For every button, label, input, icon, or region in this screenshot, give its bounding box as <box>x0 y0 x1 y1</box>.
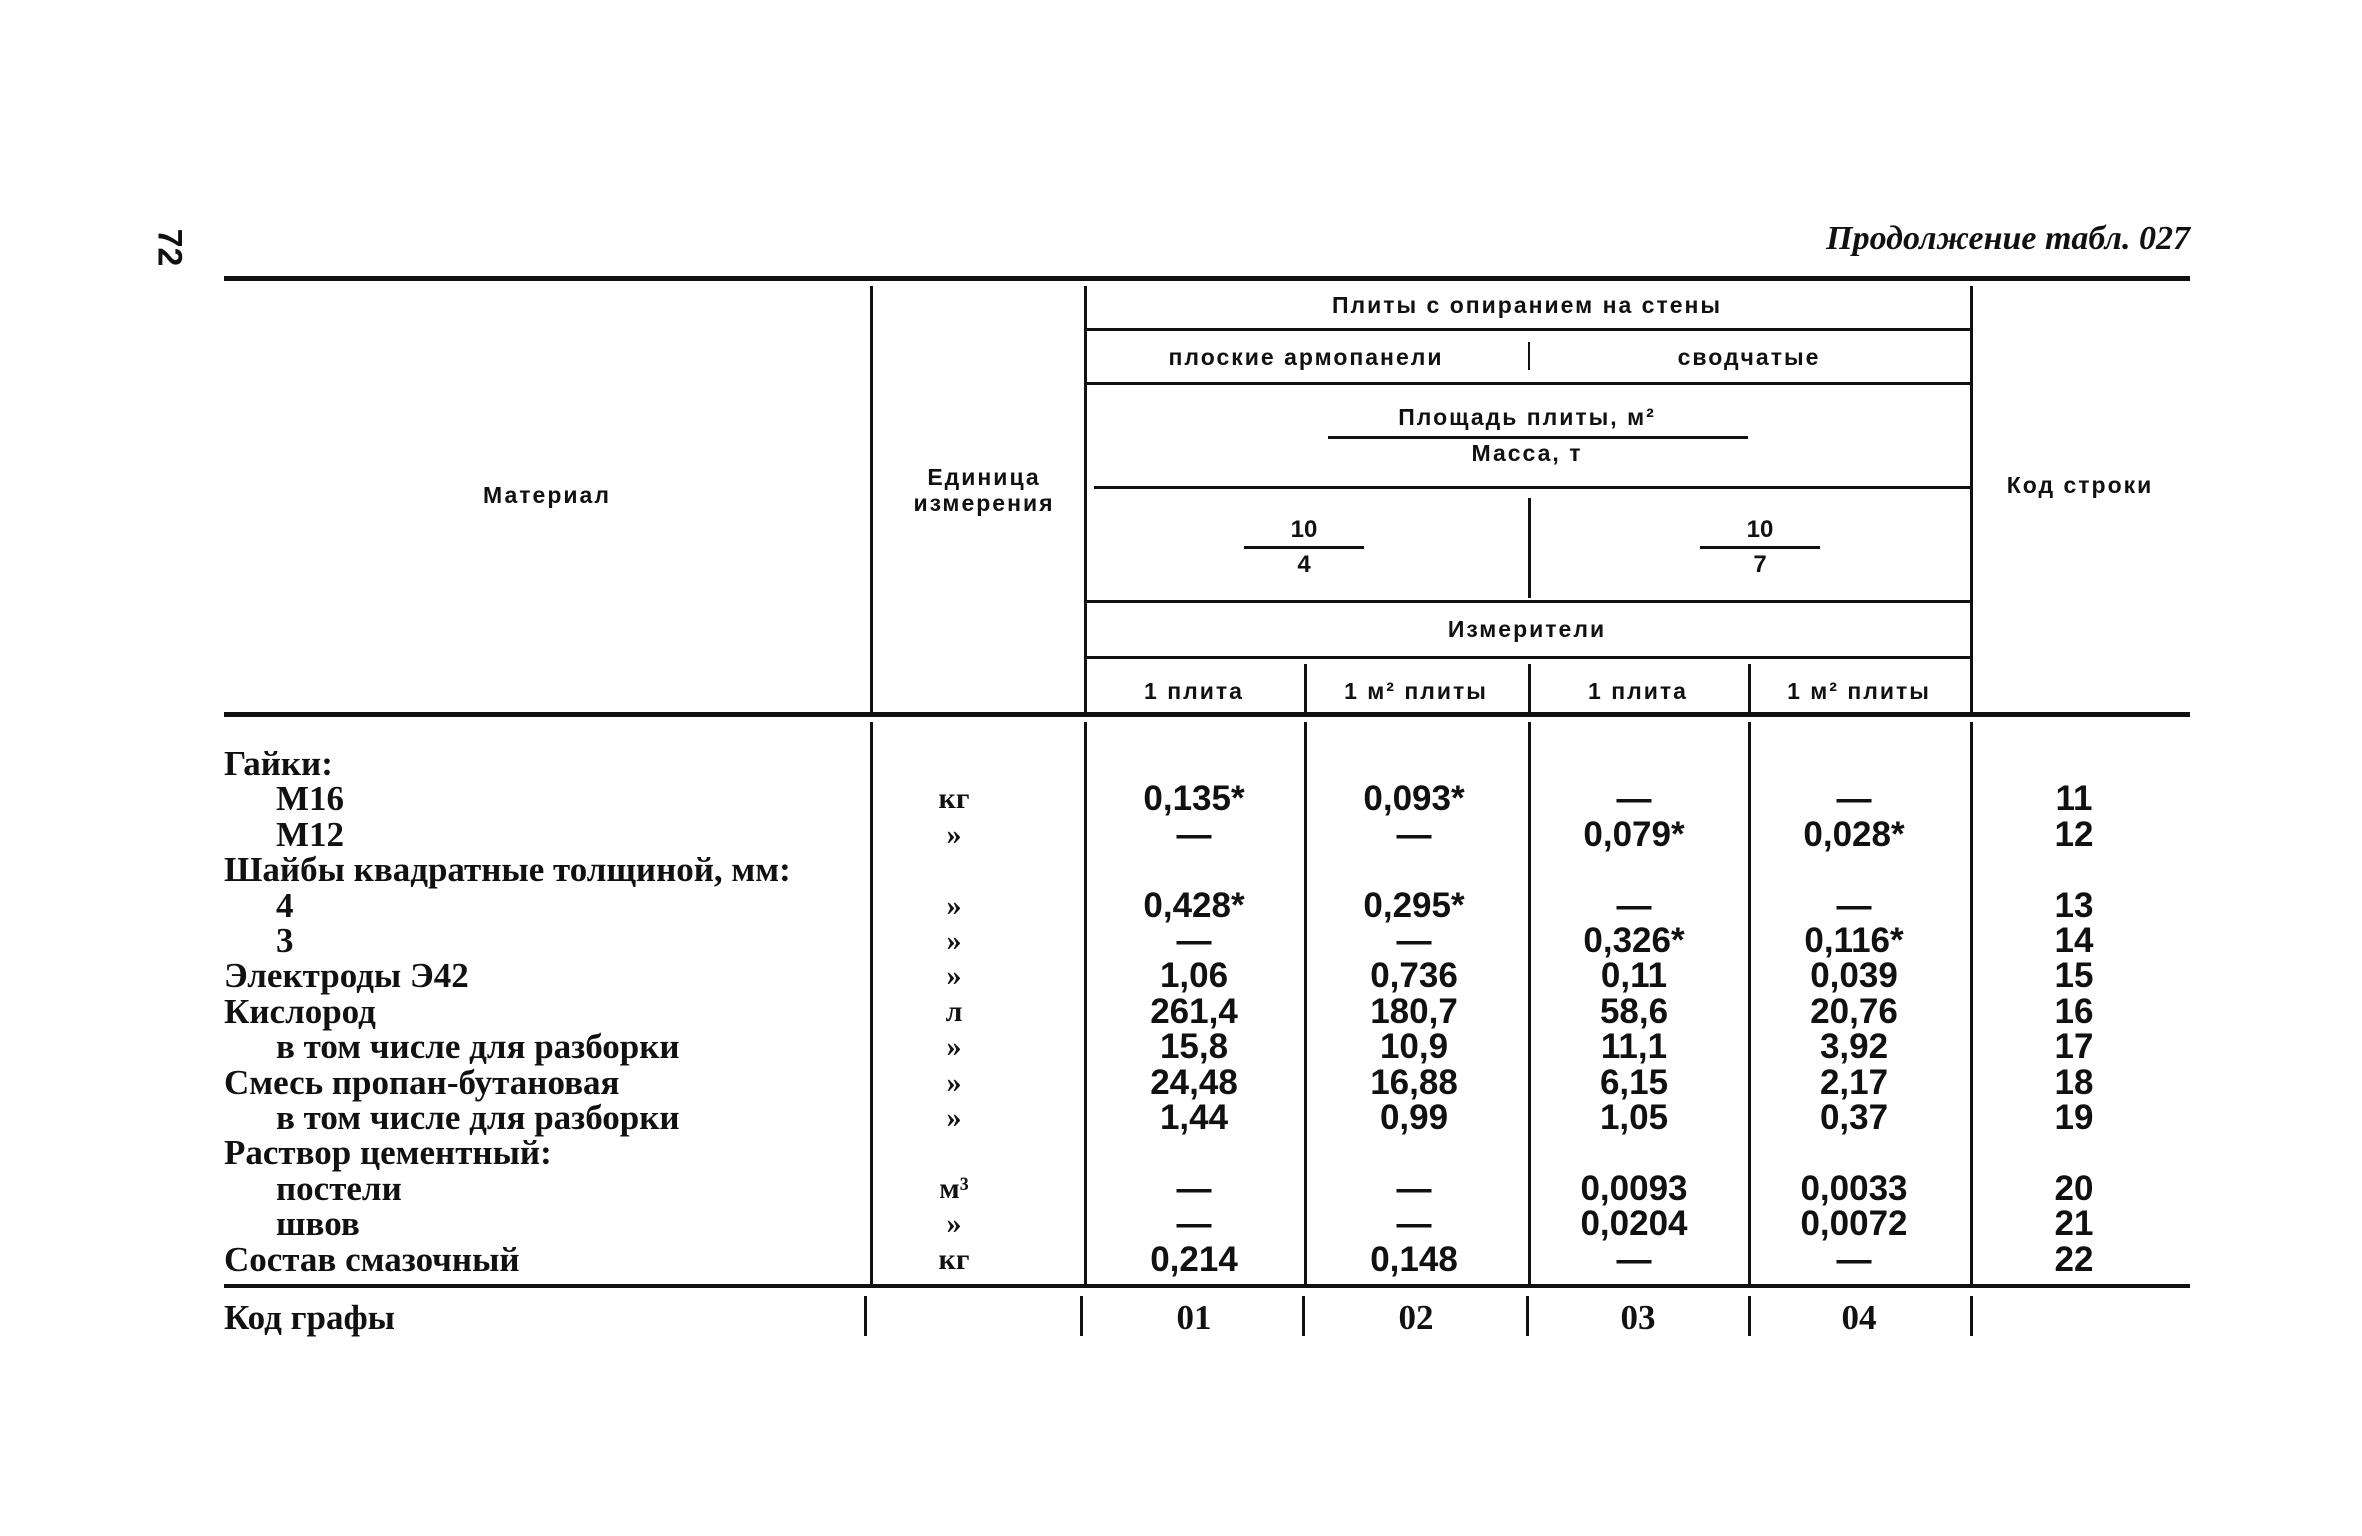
row-value-col-3: 0,0093 <box>1580 1168 1688 1208</box>
table-row <box>224 1027 2190 1067</box>
vrule-h-3 <box>1970 286 1973 712</box>
rule-group <box>1084 328 1970 331</box>
fraction-flat-mass: 4 <box>1297 551 1311 578</box>
row-material: 3 <box>276 921 294 960</box>
row-value-col-2: — <box>1396 1168 1432 1208</box>
table-row <box>224 1062 2190 1102</box>
row-value-col-1: 15,8 <box>1159 1027 1229 1067</box>
row-material: постели <box>276 1168 402 1208</box>
row-code: 20 <box>2054 1168 2094 1208</box>
vrule-f-6 <box>1970 1296 1973 1336</box>
table-row <box>224 850 2190 890</box>
row-value-col-4: — <box>1836 885 1872 925</box>
row-value-col-1: 1,06 <box>1159 956 1229 996</box>
row-material: М16 <box>276 779 345 819</box>
row-material: Кислород <box>224 991 376 1031</box>
fraction-vault-mass: 7 <box>1753 551 1767 578</box>
header-group: Плиты с опиранием на стены <box>1331 292 1723 318</box>
row-material: Гайки: <box>224 744 333 783</box>
row-unit: л <box>945 994 963 1028</box>
rule-top <box>224 276 2190 281</box>
row-value-col-4: 0,116* <box>1804 921 1904 960</box>
row-value-col-4: 0,028* <box>1803 814 1905 854</box>
header-sub-flat: плоские армопанели <box>1168 344 1444 370</box>
row-material: Состав смазочный <box>224 1239 520 1279</box>
row-unit: » <box>946 817 962 851</box>
row-code: 12 <box>2054 814 2094 854</box>
row-value-col-1: 261,4 <box>1150 991 1238 1031</box>
row-unit: кг <box>938 782 970 816</box>
rule-header-bottom <box>224 712 2190 717</box>
table-row <box>224 1168 2190 1208</box>
row-unit: » <box>946 959 962 993</box>
row-code: 11 <box>2055 779 2093 819</box>
row-code: 18 <box>2054 1062 2094 1102</box>
table-row <box>224 1239 2190 1279</box>
row-value-col-3: 58,6 <box>1599 991 1669 1031</box>
row-value-col-3: 0,079* <box>1583 814 1685 854</box>
row-value-col-4: 0,039 <box>1810 956 1898 996</box>
table-row <box>224 923 2190 958</box>
header-unit: Единица измерения <box>913 464 1055 516</box>
table-row <box>224 1100 2190 1135</box>
footer-code-2: 02 <box>1398 1298 1434 1337</box>
header-area-label: Площадь плиты, м² <box>1398 404 1656 430</box>
header-code-row: Код строки <box>2006 472 2154 498</box>
header-sub-vault: сводчатые <box>1677 344 1821 370</box>
rule-area <box>1328 436 1748 439</box>
header-col-2: 1 м² плиты <box>1344 678 1488 704</box>
row-value-col-3: 11,1 <box>1600 1027 1668 1067</box>
vrule-f-2 <box>1080 1296 1083 1336</box>
row-value-col-4: 2,17 <box>1819 1062 1889 1102</box>
row-value-col-1: 1,44 <box>1159 1098 1229 1137</box>
footer-label: Код графы <box>224 1298 395 1337</box>
rule-fraction <box>1084 600 1970 603</box>
rule-meters <box>1084 656 1970 659</box>
row-value-col-3: — <box>1616 1239 1652 1279</box>
row-value-col-2: 180,7 <box>1370 991 1458 1031</box>
vrule-h-frac <box>1528 498 1531 598</box>
table-row <box>224 956 2190 996</box>
header-col-3: 1 плита <box>1588 678 1688 704</box>
row-value-col-1: 24,48 <box>1150 1062 1238 1102</box>
table-row <box>224 746 2190 781</box>
row-value-col-4: 0,37 <box>1819 1098 1889 1137</box>
row-material: Шайбы квадратные толщиной, мм: <box>224 850 791 890</box>
row-value-col-1: — <box>1176 921 1212 960</box>
table-row <box>224 885 2190 925</box>
row-value-col-2: 0,295* <box>1363 885 1465 925</box>
row-value-col-2: 0,99 <box>1379 1098 1449 1137</box>
header-mass-label: Масса, т <box>1471 440 1583 466</box>
footer-code-3: 03 <box>1620 1298 1656 1337</box>
header-col-1: 1 плита <box>1144 678 1244 704</box>
row-value-col-1: 0,135* <box>1143 779 1245 819</box>
vrule-f-1 <box>864 1296 867 1336</box>
row-unit: » <box>946 924 962 957</box>
row-value-col-2: 0,093* <box>1363 779 1465 819</box>
row-unit: м³ <box>939 1171 969 1205</box>
row-code: 22 <box>2054 1239 2094 1279</box>
row-material: швов <box>276 1204 360 1244</box>
row-material: 4 <box>276 885 294 925</box>
table-row <box>224 779 2190 819</box>
row-value-col-1: — <box>1176 1168 1212 1208</box>
row-value-col-2: 0,148 <box>1370 1239 1458 1279</box>
row-unit: » <box>946 1030 962 1064</box>
row-value-col-2: 0,736 <box>1370 956 1458 996</box>
row-unit: » <box>946 1101 962 1134</box>
row-material: Смесь пропан-бутановая <box>224 1062 620 1102</box>
row-value-col-3: 1,05 <box>1599 1098 1669 1137</box>
row-value-col-4: — <box>1836 1239 1872 1279</box>
row-value-col-2: — <box>1396 921 1432 960</box>
row-value-col-3: — <box>1616 885 1652 925</box>
fraction-flat-area: 10 <box>1244 516 1364 549</box>
row-value-col-2: 16,88 <box>1370 1062 1458 1102</box>
row-material: в том числе для разборки <box>276 1027 680 1067</box>
header-material: Материал <box>483 482 611 508</box>
row-unit: » <box>946 1207 962 1241</box>
row-material: Электроды Э42 <box>224 956 469 996</box>
row-code: 15 <box>2054 956 2094 996</box>
vrule-h-1 <box>870 286 873 712</box>
row-material: Раствор цементный: <box>224 1133 552 1173</box>
row-value-col-1: 0,214 <box>1150 1239 1238 1279</box>
row-value-col-1: 0,428* <box>1143 885 1245 925</box>
row-code: 14 <box>2054 921 2094 960</box>
row-value-col-3: — <box>1616 779 1652 819</box>
row-value-col-4: 3,92 <box>1819 1027 1889 1067</box>
row-code: 19 <box>2054 1098 2094 1137</box>
row-value-col-1: — <box>1176 814 1212 854</box>
page-number: 72 <box>150 228 189 267</box>
row-material: М12 <box>276 814 345 854</box>
rule-mass <box>1094 486 1970 489</box>
row-value-col-3: 6,15 <box>1599 1062 1669 1102</box>
rule-sub <box>1084 382 1970 385</box>
row-value-col-4: 20,76 <box>1810 991 1898 1031</box>
table-row <box>224 991 2190 1031</box>
row-unit: кг <box>938 1242 970 1276</box>
row-value-col-3: 0,0204 <box>1580 1204 1688 1244</box>
header-meters: Измерители <box>1447 616 1607 642</box>
table-row <box>224 1133 2190 1173</box>
row-value-col-4: 0,0033 <box>1800 1168 1908 1208</box>
row-value-col-4: 0,0072 <box>1800 1204 1908 1244</box>
row-material: в том числе для разборки <box>276 1098 680 1137</box>
row-code: 16 <box>2054 991 2094 1031</box>
rule-body-bottom <box>224 1284 2190 1288</box>
table-row <box>224 1204 2190 1244</box>
row-value-col-2: 10,9 <box>1379 1027 1449 1067</box>
fraction-vault <box>1700 516 1820 579</box>
row-value-col-4: — <box>1836 779 1872 819</box>
row-value-col-1: — <box>1176 1204 1212 1244</box>
row-code: 17 <box>2054 1027 2094 1067</box>
row-value-col-2: — <box>1396 1204 1432 1244</box>
materials-table <box>224 276 2190 1356</box>
table-row <box>224 814 2190 854</box>
row-value-col-2: — <box>1396 814 1432 854</box>
row-code: 13 <box>2054 885 2094 925</box>
row-unit: » <box>946 1065 962 1099</box>
row-code: 21 <box>2054 1204 2094 1244</box>
row-unit: » <box>946 888 962 922</box>
fraction-vault-area: 10 <box>1700 516 1820 549</box>
row-value-col-3: 0,11 <box>1600 956 1668 996</box>
header-col-4: 1 м² плиты <box>1787 678 1931 704</box>
footer-code-4: 04 <box>1841 1298 1877 1337</box>
footer-code-1: 01 <box>1176 1298 1212 1337</box>
row-value-col-3: 0,326* <box>1583 921 1685 960</box>
fraction-flat <box>1244 516 1364 579</box>
table-continuation-title: Продолжение табл. 027 <box>1826 220 2190 257</box>
